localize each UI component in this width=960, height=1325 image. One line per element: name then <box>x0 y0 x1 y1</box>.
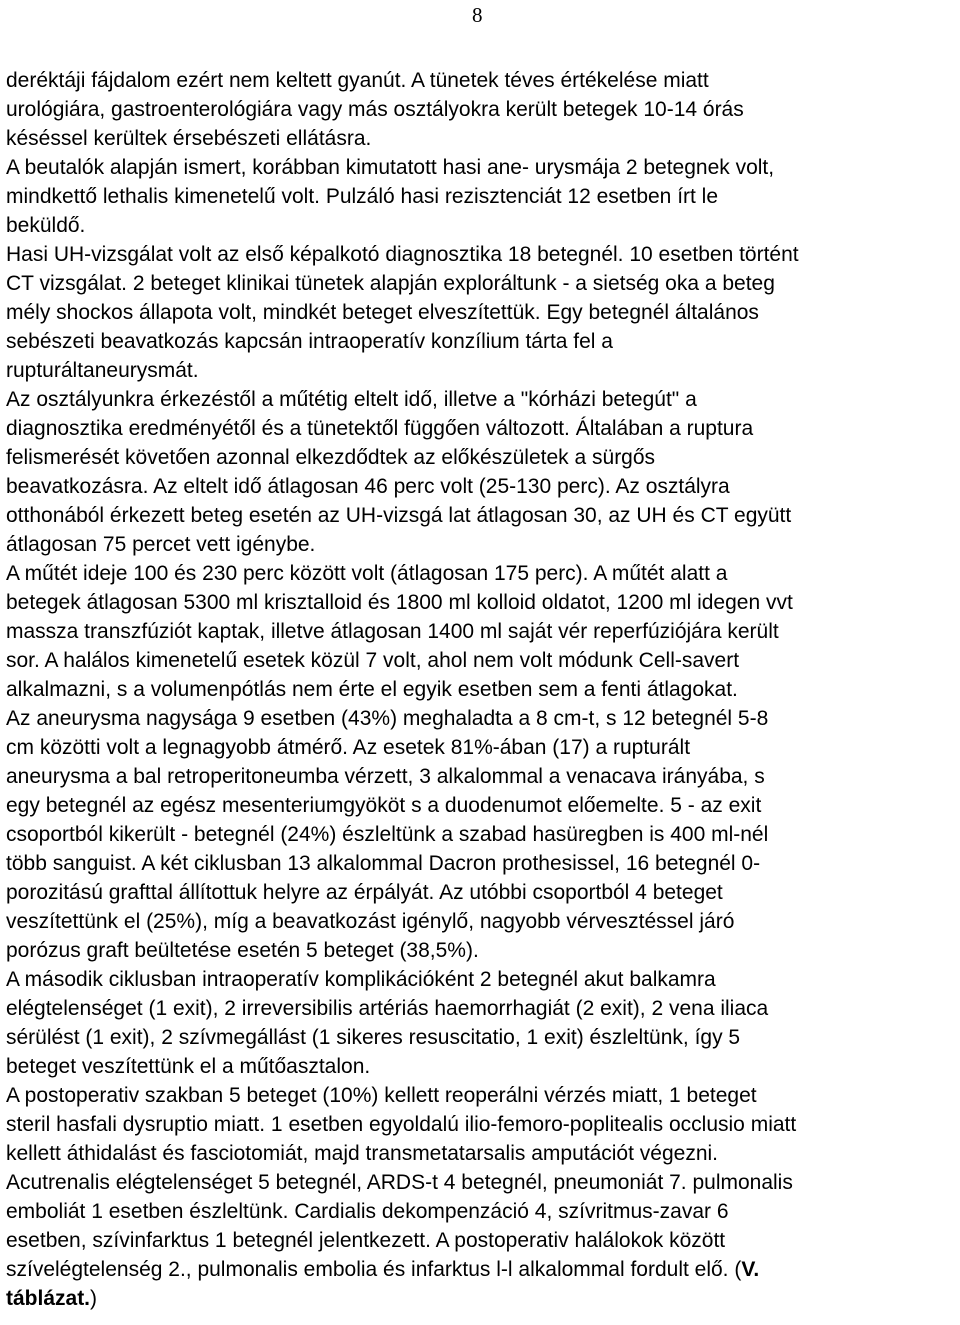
body-line: betegek átlagosan 5300 ml krisztalloid és 1800 ml kolloid oldatot, 1200 ml idegen vvt <box>6 591 793 614</box>
body-line: átlagosan 75 percet vett igénybe. <box>6 533 316 556</box>
body-line: veszítettünk el (25%), míg a beavatkozást igénylő, nagyobb vérvesztéssel járó <box>6 910 735 933</box>
reference-close-paren: ) <box>90 1287 98 1310</box>
body-line: több sanguist. A két ciklusban 13 alkalommal Dacron prothesissel, 16 betegnél 0- <box>6 852 761 875</box>
body-line: diagnosztika eredményétől és a tünetektől függően változott. Általában a ruptura <box>6 417 754 440</box>
body-line: A postoperativ szakban 5 beteget (10%) kellett reoperálni vérzés miatt, 1 beteget <box>6 1084 757 1107</box>
body-line: otthonából érkezett beteg esetén az UH-vizsgá lat átlagosan 30, az UH és CT együtt <box>6 504 792 527</box>
body-line: porozitású grafttal állítottuk helyre az érpályát. Az utóbbi csoportból 4 beteget <box>6 881 723 904</box>
body-line: beavatkozásra. Az eltelt idő átlagosan 46 perc volt (25-130 perc). Az osztályra <box>6 475 730 498</box>
body-line: cm közötti volt a legnagyobb átmérő. Az esetek 81%-ában (17) a rupturált <box>6 736 691 759</box>
body-line: mindkettő lethalis kimenetelű volt. Pulzáló hasi rezisztenciát 12 esetben írt le <box>6 185 719 208</box>
body-line: csoportból kikerült - betegnél (24%) észleltünk a szabad hasüregben is 400 ml-nél <box>6 823 769 846</box>
table-reference-label: táblázat. <box>6 1287 91 1310</box>
body-line: aneurysma a bal retroperitoneumba vérzett, 3 alkalommal a venacava irányába, s <box>6 765 765 788</box>
body-line: sor. A halálos kimenetelű esetek közül 7 volt, ahol nem volt módunk Cell-savert <box>6 649 740 672</box>
body-line: urológiára, gastroenterológiára vagy más osztályokra került betegek 10-14 órás <box>6 98 744 121</box>
body-line: emboliát 1 esetben észleltünk. Cardialis dekompenzáció 4, szívritmus-zavar 6 <box>6 1200 729 1223</box>
body-line: késéssel kerültek érsebészeti ellátásra. <box>6 127 372 150</box>
body-line: felismerését követően azonnal elkezdődtek az előkészületek a sürgős <box>6 446 656 469</box>
body-line-text: szívelégtelenség 2., pulmonalis embolia és infarktus l-l alkalommal fordult elő. ( <box>6 1258 742 1281</box>
body-line: elégtelenséget (1 exit), 2 irreversibilis artériás haemorrhagiát (2 exit), 2 vena iliaca <box>6 997 769 1020</box>
body-line: Acutrenalis elégtelenséget 5 betegnél, ARDS-t 4 betegnél, pneumoniát 7. pulmonalis <box>6 1171 793 1194</box>
body-line: beküldő. <box>6 214 86 237</box>
body-line: beteget veszítettünk el a műtőasztalon. <box>6 1055 371 1078</box>
body-line: Az osztályunkra érkezéstől a műtétig eltelt idő, illetve a "kórházi betegút" a <box>6 388 697 411</box>
body-line: massza transzfúziót kaptak, illetve átlagosan 1400 ml saját vér reperfúziójára került <box>6 620 779 643</box>
body-line: Az aneurysma nagysága 9 esetben (43%) meghaladta a 8 cm-t, s 12 betegnél 5-8 <box>6 707 769 730</box>
body-line: sérülést (1 exit), 2 szívmegállást (1 sikeres resuscitatio, 1 exit) észleltünk, így 5 <box>6 1026 741 1049</box>
body-line: egy betegnél az egész mesenteriumgyököt s a duodenumot előemelte. 5 - az exit <box>6 794 762 817</box>
body-line: rupturáltaneurysmát. <box>6 359 199 382</box>
body-line: alkalmazni, s a volumenpótlás nem érte el egyik esetben sem a fenti átlagokat. <box>6 678 738 701</box>
body-line: kellett áthidalást és fasciotomiát, majd transmetatarsalis amputációt végezni. <box>6 1142 719 1165</box>
table-reference-number: V. <box>741 1258 760 1281</box>
body-line: A műtét ideje 100 és 230 perc között volt (átlagosan 175 perc). A műtét alatt a <box>6 562 728 585</box>
body-line: Hasi UH-vizsgálat volt az első képalkotó diagnosztika 18 betegnél. 10 esetben történt <box>6 243 799 266</box>
body-line-with-reference <box>6 1284 956 1313</box>
body-line: deréktáji fájdalom ezért nem keltett gyanút. A tünetek téves értékelése miatt <box>6 69 709 92</box>
page-number: 8 <box>472 3 483 27</box>
body-line: steril hasfali dysruptio miatt. 1 esetben egyoldalú ilio-femoro-poplitealis occlusio miatt <box>6 1113 797 1136</box>
body-line: CT vizsgálat. 2 beteget klinikai tünetek alapján exploráltunk - a sietség oka a beteg <box>6 272 775 295</box>
body-line: porózus graft beültetése esetén 5 beteget (38,5%). <box>6 939 479 962</box>
body-line: sebészeti beavatkozás kapcsán intraoperatív konzílium tárta fel a <box>6 330 613 353</box>
body-line: mély shockos állapota volt, mindkét beteget elveszítettük. Egy betegnél általános <box>6 301 759 324</box>
body-line-with-reference <box>6 1255 956 1284</box>
body-text <box>6 66 956 1313</box>
body-line: A második ciklusban intraoperatív komplikációként 2 betegnél akut balkamra <box>6 968 716 991</box>
body-line: A beutalók alapján ismert, korábban kimutatott hasi ane- urysmája 2 betegnek volt, <box>6 156 775 179</box>
body-line: esetben, szívinfarktus 1 betegnél jelentkezett. A postoperativ halálokok között <box>6 1229 726 1252</box>
